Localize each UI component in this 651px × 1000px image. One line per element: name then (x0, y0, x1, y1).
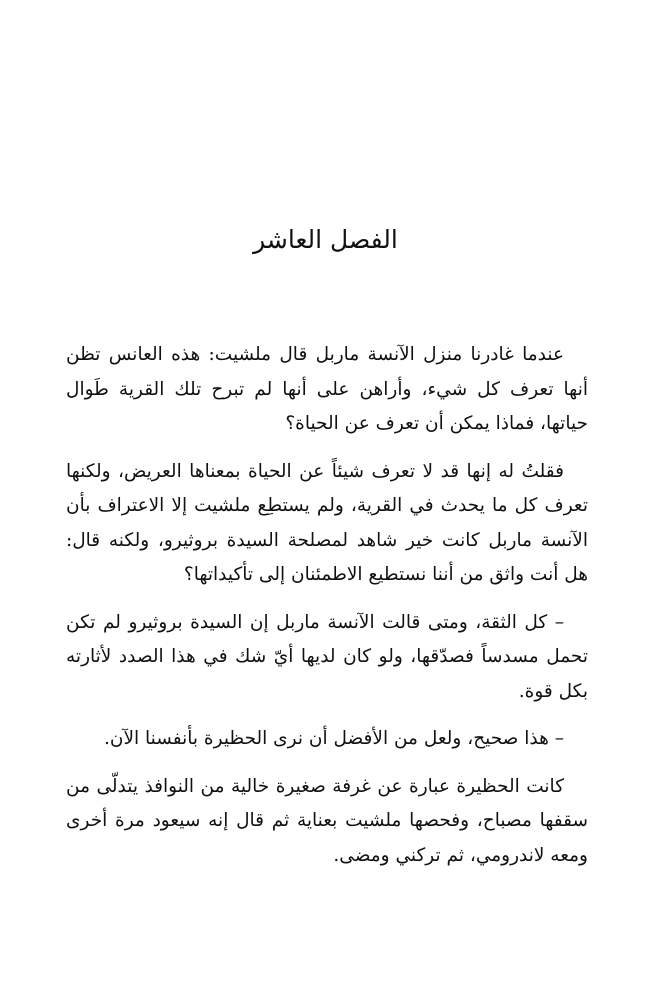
dialogue-paragraph: – كل الثقة، ومتى قالت الآنسة ماربل إن السيدة بروثيرو لم تكن تحمل مسدساً فصدّقها، ولو كان لديها أيّ شك في هذا الصدد لأثارته بكل قوة. (66, 611, 588, 702)
chapter-title: الفصل العاشر (253, 225, 398, 254)
paragraph: عندما غادرنا منزل الآنسة ماربل قال ملشيت: هذه العانس تظن أنها تعرف كل شيء، وأراهن على أنها لم تبرح تلك القرية طَوال حياتها، فماذا يمكن أن تعرف عن الحياة؟ (66, 344, 588, 434)
paragraph: كانت الحظيرة عبارة عن غرفة صغيرة خالية من النوافذ يتدلّى من سقفها مصباح، وفحصها ملشيت بعناية ثم قال إنه سيعود مرة أخرى ومعه لاندرومي، ثم تركني ومضى. (66, 775, 588, 866)
paragraph: فقلتُ له إنها قد لا تعرف شيئاً عن الحياة بمعناها العريض، ولكنها تعرف كل ما يحدث في القرية، ولم يستطِع ملشيت إلا الاعتراف بأن الآنسة ماربل كانت خير شاهد لمصلحة السيدة بروثيرو، ولكنه قال: هل أنت واثق من أننا نستطيع الاطمئنان إلى تأكيداتها؟ (66, 460, 588, 585)
dialogue-paragraph: – هذا صحيح، ولعل من الأفضل أن نرى الحظيرة بأنفسنا الآن. (103, 728, 564, 749)
chapter-body (66, 338, 588, 886)
